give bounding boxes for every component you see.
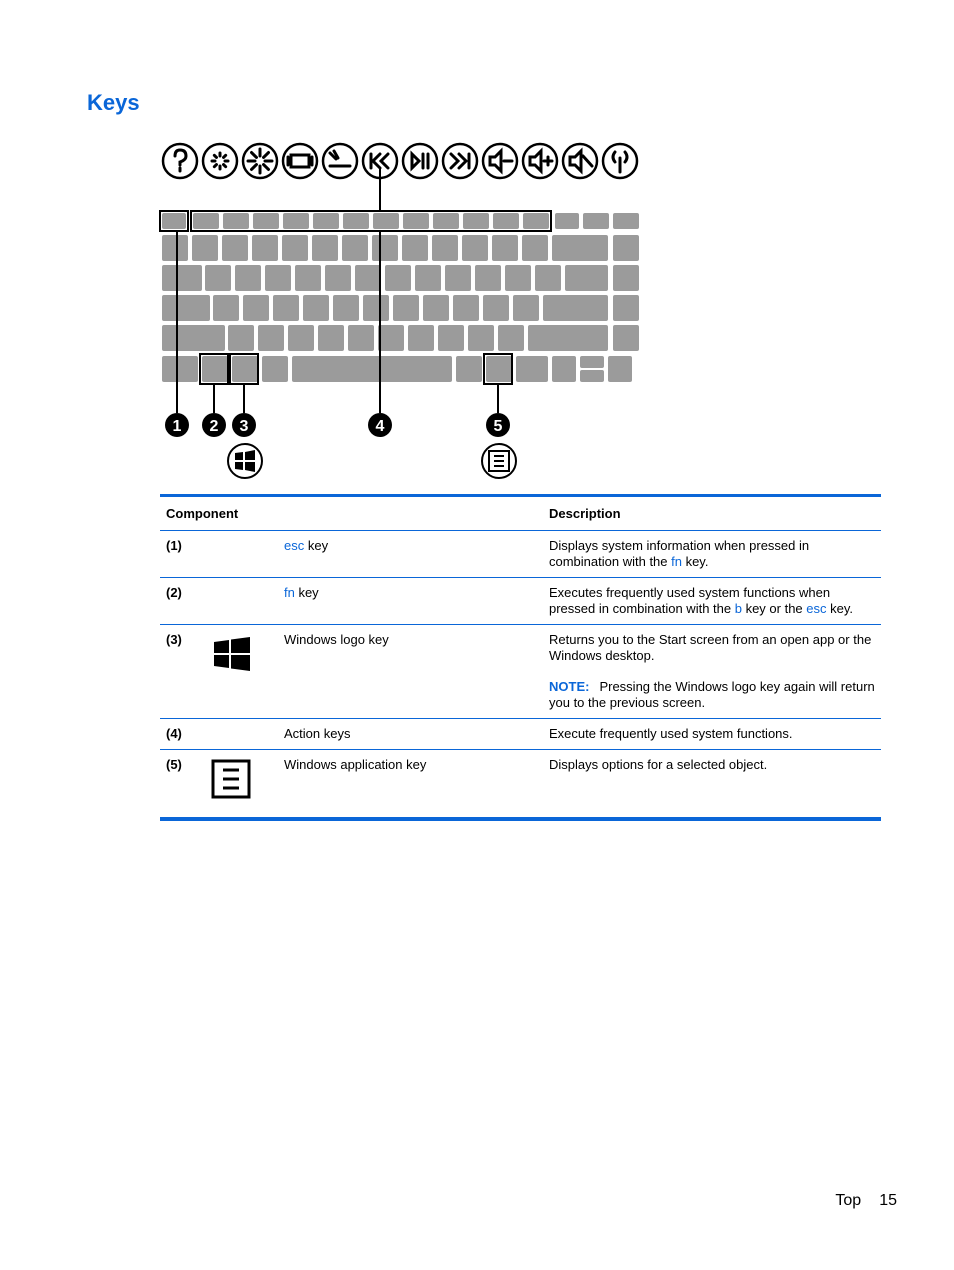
keyboard-key <box>373 213 399 229</box>
keyboard-key <box>498 325 524 351</box>
page-number: 15 <box>879 1192 897 1209</box>
keyboard-key <box>433 213 459 229</box>
keyboard-key <box>552 235 608 261</box>
keyboard-keys <box>162 213 639 382</box>
row-component: Windows logo key <box>278 625 543 719</box>
row-description: Displays options for a selected object. <box>549 757 768 772</box>
keyboard-key <box>213 295 239 321</box>
keyboard-key <box>468 325 494 351</box>
keyboard-key <box>162 235 188 261</box>
note-text: Pressing the Windows logo key again will return you to the previous screen. <box>549 679 875 710</box>
keyboard-key <box>303 295 329 321</box>
keyboard-key <box>372 235 398 261</box>
note <box>549 679 875 711</box>
row-number: (2) <box>160 578 204 625</box>
keyboard-key <box>243 295 269 321</box>
description-text: key. <box>681 554 709 569</box>
wireless-icon <box>603 144 637 178</box>
keyboard-key <box>516 356 548 382</box>
row-description <box>543 531 881 578</box>
keyboard-key <box>456 356 482 382</box>
keyboard-key <box>228 325 254 351</box>
keyboard-key <box>608 356 632 382</box>
keyboard-key <box>492 235 518 261</box>
keyboard-key <box>402 235 428 261</box>
keyword-fn: fn <box>284 585 295 600</box>
row-icon-cell <box>204 625 278 719</box>
volume-down-icon <box>483 144 517 178</box>
row-description <box>543 625 881 719</box>
keyboard-key <box>253 213 279 229</box>
keyboard-key <box>363 295 389 321</box>
keyboard-key <box>223 213 249 229</box>
footer-section: Top <box>835 1192 862 1209</box>
windows-logo-icon <box>212 634 252 674</box>
keyword-fn: fn <box>671 554 682 569</box>
keyboard-key <box>265 265 291 291</box>
keyboard-key <box>505 265 531 291</box>
description-header: Description <box>543 496 881 531</box>
keyboard-key <box>343 213 369 229</box>
description-text: Returns you to the Start screen from an open app or the Windows desktop. <box>549 632 872 663</box>
row-description <box>543 578 881 625</box>
volume-up-icon <box>523 144 557 178</box>
keyboard-key <box>313 213 339 229</box>
keyboard-key <box>232 356 258 382</box>
brightness-up-icon <box>243 144 277 178</box>
callout-1 <box>165 413 189 437</box>
keyboard-key <box>262 356 288 382</box>
row-component <box>278 531 543 578</box>
display-switch-icon <box>283 144 317 178</box>
keyboard-key <box>162 356 198 382</box>
row-component <box>278 578 543 625</box>
page-footer <box>835 1192 897 1210</box>
brightness-down-icon <box>203 144 237 178</box>
keyboard-diagram <box>155 135 645 485</box>
keyboard-key <box>273 295 299 321</box>
keyboard-key <box>483 295 509 321</box>
keyboard-key <box>295 265 321 291</box>
row-icon-cell <box>204 578 278 625</box>
svg-text:1: 1 <box>172 418 182 435</box>
keyboard-key <box>463 213 489 229</box>
keyboard-key <box>325 265 351 291</box>
play-pause-icon <box>403 144 437 178</box>
windows-logo-icon <box>228 444 262 478</box>
keyboard-key <box>580 356 604 368</box>
keyboard-key <box>192 235 218 261</box>
keyboard-key <box>202 356 228 382</box>
keyboard-key <box>162 325 225 351</box>
keyboard-key <box>580 370 604 382</box>
keyboard-key <box>333 295 359 321</box>
help-icon <box>163 144 197 178</box>
keyboard-key <box>613 265 639 291</box>
keyboard-backlight-icon <box>323 144 357 178</box>
mute-icon <box>563 144 597 178</box>
note-label: NOTE: <box>549 679 590 694</box>
windows-application-key-icon <box>482 444 516 478</box>
callout-5 <box>486 413 510 437</box>
keyboard-key <box>565 265 608 291</box>
keyboard-key <box>288 325 314 351</box>
keyboard-key <box>523 213 549 229</box>
row-component: Action keys <box>278 719 543 750</box>
keyboard-key <box>613 235 639 261</box>
svg-text:4: 4 <box>375 418 385 435</box>
row-description: Execute frequently used system functions. <box>543 719 881 750</box>
keyboard-key <box>453 295 479 321</box>
keyboard-key <box>162 213 186 229</box>
keyword-esc: esc <box>806 601 827 616</box>
keyboard-key <box>393 295 419 321</box>
keyboard-key <box>222 235 248 261</box>
keyboard-key <box>522 235 548 261</box>
keyboard-key <box>162 295 210 321</box>
keyboard-key <box>252 235 278 261</box>
table-header-row <box>160 496 881 531</box>
svg-text:2: 2 <box>209 418 219 435</box>
keyword-b: b <box>734 601 742 616</box>
row-icon-cell <box>204 719 278 750</box>
callout-2 <box>202 413 226 437</box>
keyboard-key <box>462 235 488 261</box>
keyboard-key <box>438 325 464 351</box>
description-text: Displays system information when pressed in combination with the <box>549 538 810 569</box>
action-key-icons <box>163 144 637 178</box>
row-number: (1) <box>160 531 204 578</box>
keyboard-key <box>235 265 261 291</box>
description-text: key. <box>826 601 853 616</box>
keyboard-key <box>408 325 434 351</box>
keyboard-key <box>493 213 519 229</box>
next-track-icon <box>443 144 477 178</box>
description-text: key or the <box>741 601 807 616</box>
keyboard-key <box>583 213 609 229</box>
windows-application-key-icon <box>211 759 253 801</box>
keyboard-key <box>282 235 308 261</box>
keyboard-key <box>342 235 368 261</box>
keyboard-key <box>555 213 579 229</box>
table-row <box>160 750 881 820</box>
row-component: Windows application key <box>284 757 427 772</box>
keyboard-key <box>292 356 452 382</box>
row-icon-cell <box>204 531 278 578</box>
description-text: Executes frequently used system functions when pressed in combination with the <box>549 585 831 616</box>
page-title: Keys <box>87 90 140 115</box>
row-number: (5) <box>166 757 182 772</box>
keyboard-key <box>445 265 471 291</box>
keyboard-key <box>613 295 639 321</box>
component-header: Component <box>160 496 543 531</box>
keyboard-key <box>258 325 284 351</box>
keyboard-key <box>378 325 404 351</box>
row-icon-cell <box>204 750 278 820</box>
keyboard-key <box>543 295 608 321</box>
keyboard-key <box>475 265 501 291</box>
keyboard-key <box>432 235 458 261</box>
keyboard-key <box>535 265 561 291</box>
table-row <box>160 531 881 578</box>
row-number: (4) <box>160 719 204 750</box>
keyboard-key <box>613 213 639 229</box>
keyboard-key <box>348 325 374 351</box>
row-number: (3) <box>160 625 204 719</box>
table-row <box>160 719 881 750</box>
keyboard-key <box>385 265 411 291</box>
keyboard-key <box>318 325 344 351</box>
keyword-esc: esc <box>284 538 305 553</box>
callout-3 <box>232 413 256 437</box>
keyboard-illustration <box>155 135 645 485</box>
keyboard-key <box>283 213 309 229</box>
keys-table <box>160 494 881 821</box>
svg-text:3: 3 <box>239 418 249 435</box>
table-row <box>160 578 881 625</box>
keyboard-key <box>312 235 338 261</box>
keyboard-key <box>528 325 608 351</box>
callout-4 <box>368 413 392 437</box>
component-suffix: key <box>304 538 329 553</box>
keyboard-key <box>355 265 381 291</box>
component-suffix: key <box>294 585 319 600</box>
table-row <box>160 625 881 719</box>
keyboard-key <box>205 265 231 291</box>
keyboard-key <box>403 213 429 229</box>
keyboard-key <box>513 295 539 321</box>
keyboard-key <box>613 325 639 351</box>
svg-text:5: 5 <box>493 418 503 435</box>
keyboard-key <box>415 265 441 291</box>
keyboard-key <box>193 213 219 229</box>
keyboard-key <box>486 356 512 382</box>
keyboard-key <box>423 295 449 321</box>
keyboard-key <box>552 356 576 382</box>
keyboard-key <box>162 265 202 291</box>
